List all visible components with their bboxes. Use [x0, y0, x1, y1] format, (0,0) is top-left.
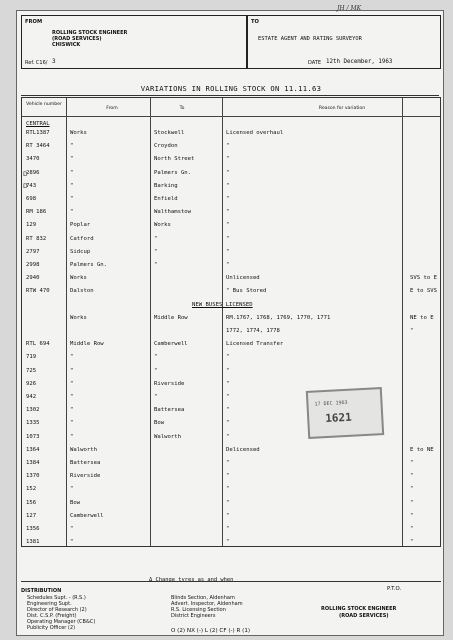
cell-veh: RT 832	[26, 235, 47, 242]
cell-veh: 2896	[26, 169, 40, 176]
col-to-header: To	[179, 106, 185, 111]
cell-to: Middle Row	[154, 314, 188, 321]
cell-extra: E to SVS	[410, 288, 437, 295]
cell-reason: "	[226, 407, 230, 414]
cell-veh: 1073	[26, 433, 40, 440]
cell-reason: " Bus Stored	[226, 288, 267, 295]
cell-from: Catford	[70, 235, 94, 242]
cell-veh: 129	[26, 222, 37, 229]
cell-from: "	[70, 182, 74, 189]
cell-from: Palmers Gn.	[70, 262, 108, 268]
cell-extra: "	[410, 486, 414, 493]
handwritten-initials: JH / MK	[337, 5, 362, 12]
cell-veh: 1364	[26, 446, 40, 453]
date-value: 12th December, 1963	[326, 59, 393, 65]
cell-reason: "	[226, 248, 230, 255]
cell-from: "	[70, 380, 74, 387]
cell-reason: "	[226, 354, 230, 361]
cell-to: Walthamstow	[154, 209, 192, 216]
column-divider	[402, 98, 403, 546]
cell-from: "	[70, 354, 74, 361]
cell-reason: "	[226, 499, 230, 506]
cell-veh: 743	[26, 182, 37, 189]
cell-to: Walworth	[154, 433, 181, 440]
cell-extra: "	[410, 460, 414, 466]
cell-extra: "	[410, 499, 414, 506]
cell-from: Riverside	[70, 473, 101, 480]
cell-reason: "	[226, 235, 230, 242]
footnote: Δ Change tyres as and when	[149, 577, 234, 583]
cell-from: Works	[70, 275, 87, 282]
cell-extra: SVS to E	[410, 275, 437, 282]
distribution-block	[21, 581, 441, 634]
cell-veh: RTW 470	[26, 288, 50, 295]
cell-from: Sidcup	[70, 248, 91, 255]
cell-reason: "	[226, 420, 230, 427]
date-label: DATE	[308, 60, 322, 66]
cell-veh: 1335	[26, 420, 40, 427]
cell-reason: RM.1767, 1768, 1769, 1770, 1771	[226, 314, 331, 321]
cell-to: Croydon	[154, 143, 178, 150]
cell-from: "	[70, 433, 74, 440]
signature-line-1: ROLLING STOCK ENGINEER	[321, 606, 397, 612]
cell-to: Barking	[154, 182, 178, 189]
from-label: FROM	[25, 19, 43, 25]
cell-extra: E to NE	[410, 446, 434, 453]
col-from-header: From	[106, 106, 118, 111]
cell-veh: 698	[26, 196, 37, 202]
cell-from: "	[70, 394, 74, 400]
cell-reason: "	[226, 394, 230, 400]
cell-from: "	[70, 420, 74, 427]
cell-to: Riverside	[154, 380, 185, 387]
cell-to: Palmers Gn.	[154, 169, 192, 176]
to-box	[247, 15, 441, 69]
cell-veh: RT 3464	[26, 143, 50, 150]
distribution-item: R.S. Licensing Section	[171, 607, 226, 613]
ref-label: Ref. C16/	[25, 60, 48, 66]
variations-table	[21, 97, 441, 547]
cell-reason: "	[226, 209, 230, 216]
section-label: CENTRAL	[26, 121, 50, 127]
cell-from: Camberwell	[70, 512, 104, 519]
cell-from: Battersea	[70, 460, 101, 466]
margin-mark: D	[23, 171, 28, 178]
cell-to: Stockwell	[154, 130, 185, 136]
cell-reason: "	[226, 526, 230, 532]
cell-reason: "	[226, 380, 230, 387]
column-divider	[222, 98, 223, 546]
distribution-item: Blinds Section, Aldenham	[171, 595, 235, 601]
distribution-codes: O (2) NX (-) L (2) CF (-) R (1)	[171, 628, 251, 634]
cell-to: NEW BUSES LICENSED	[192, 301, 253, 308]
cell-from: "	[70, 209, 74, 216]
distribution-item: Publicity Officer (2)	[27, 625, 76, 631]
cell-veh: 1381	[26, 539, 40, 546]
received-stamp	[306, 387, 384, 439]
cell-from: Middle Row	[70, 341, 104, 348]
cell-reason: "	[226, 196, 230, 202]
cell-to: Camberwell	[154, 341, 188, 348]
cell-veh: 3470	[26, 156, 40, 163]
cell-from: Dalston	[70, 288, 94, 295]
from-box	[21, 15, 247, 69]
cell-veh: 1302	[26, 407, 40, 414]
cell-extra: "	[410, 539, 414, 546]
cell-reason: Unlicensed	[226, 275, 260, 282]
cell-extra: "	[410, 512, 414, 519]
cell-reason: Licensed overhaul	[226, 130, 284, 136]
cell-veh: 1370	[26, 473, 40, 480]
cell-veh: 725	[26, 367, 37, 374]
from-line-3: CHISWICK	[52, 42, 81, 48]
cell-reason: "	[226, 367, 230, 374]
to-label: TO	[251, 19, 259, 25]
cell-veh: 1384	[26, 460, 40, 466]
cell-to: North Street	[154, 156, 195, 163]
cell-extra: "	[410, 473, 414, 480]
cell-reason: "	[226, 539, 230, 546]
cell-to: "	[154, 354, 158, 361]
cell-to: Enfield	[154, 196, 178, 202]
cell-from: "	[70, 526, 74, 532]
title-divider	[21, 95, 439, 96]
distribution-item: Dist. C.S.P. (Freight)	[27, 613, 77, 619]
cell-from: "	[70, 539, 74, 546]
cell-to: "	[154, 367, 158, 374]
cell-reason: "	[226, 156, 230, 163]
cell-from: "	[70, 156, 74, 163]
distribution-item: Advert. Inspector, Aldenham	[171, 601, 243, 607]
signature-line-2: (ROAD SERVICES)	[339, 613, 389, 619]
cell-reason: "	[226, 143, 230, 150]
cell-from: "	[70, 169, 74, 176]
cell-from: "	[70, 407, 74, 414]
cell-reason: "	[226, 182, 230, 189]
stamp-number: 1621	[324, 410, 353, 426]
cell-to: "	[154, 248, 158, 255]
stamp-date: 17 DEC 1963	[314, 399, 348, 408]
distribution-item: District Engineers	[171, 613, 216, 619]
header-rule	[22, 116, 440, 117]
cell-reason: "	[226, 473, 230, 480]
cell-from: "	[70, 367, 74, 374]
ref-value: 3	[52, 58, 56, 65]
cell-to: Works	[154, 222, 171, 229]
cell-reason: 1772, 1774, 1778	[226, 328, 280, 334]
cell-veh: 926	[26, 380, 37, 387]
cell-veh: RM 186	[26, 209, 47, 216]
from-line-1: ROLLING STOCK ENGINEER	[52, 30, 128, 36]
cell-from: "	[70, 196, 74, 202]
distribution-item: Schedules Supt. - (R.S.)	[27, 595, 86, 601]
cell-reason: "	[226, 169, 230, 176]
document-page	[16, 5, 444, 636]
col-reason-header: Reason for variation	[318, 106, 366, 111]
cell-veh: 719	[26, 354, 37, 361]
cell-veh: 1356	[26, 526, 40, 532]
column-divider	[150, 98, 151, 546]
distribution-item: Operating Manager (CB&C)	[27, 619, 96, 625]
cell-veh: 2998	[26, 262, 40, 268]
cell-from: "	[70, 486, 74, 493]
from-line-2: (ROAD SERVICES)	[52, 36, 102, 42]
distribution-label: DISTRIBUTION	[21, 588, 62, 594]
cell-veh: 2940	[26, 275, 40, 282]
cell-extra: NE to E	[410, 314, 434, 321]
cell-reason: "	[226, 486, 230, 493]
cell-to: "	[154, 235, 158, 242]
cell-to: "	[154, 262, 158, 268]
cell-reason: "	[226, 512, 230, 519]
cell-from: Bow	[70, 499, 81, 506]
cell-veh: 156	[26, 499, 37, 506]
cell-from: Works	[70, 314, 87, 321]
distribution-item: Engineering Supt.	[27, 601, 72, 607]
column-divider	[66, 98, 67, 546]
cell-from: Works	[70, 130, 87, 136]
cell-reason: "	[226, 222, 230, 229]
cell-reason: "	[226, 262, 230, 268]
cell-to: Battersea	[154, 407, 185, 414]
cell-veh: 152	[26, 486, 37, 493]
cell-to: "	[154, 394, 158, 400]
cell-from: Poplar	[70, 222, 91, 229]
cell-veh: RTL1387	[26, 130, 50, 136]
cell-from: "	[70, 143, 74, 150]
pto-label: P.T.O.	[387, 586, 402, 592]
cell-reason: Licensed Transfer	[226, 341, 284, 348]
cell-reason: "	[226, 433, 230, 440]
margin-mark: D	[23, 183, 28, 190]
col-vehicle-header: Vehicle number	[26, 102, 62, 107]
cell-veh: 2797	[26, 248, 40, 255]
distribution-item: Director of Research (2)	[27, 607, 87, 613]
cell-veh: 127	[26, 512, 37, 519]
cell-extra: "	[410, 328, 414, 334]
cell-reason: Delicensed	[226, 446, 260, 453]
cell-from: Walworth	[70, 446, 97, 453]
to-recipient: ESTATE AGENT AND RATING SURVEYOR	[258, 36, 362, 42]
page-title: VARIATIONS IN ROLLING STOCK ON 11.11.63	[140, 84, 322, 93]
cell-veh: RTL 694	[26, 341, 50, 348]
cell-veh: 942	[26, 394, 37, 400]
cell-to: Bow	[154, 420, 165, 427]
cell-reason: "	[226, 460, 230, 466]
cell-extra: "	[410, 526, 414, 532]
